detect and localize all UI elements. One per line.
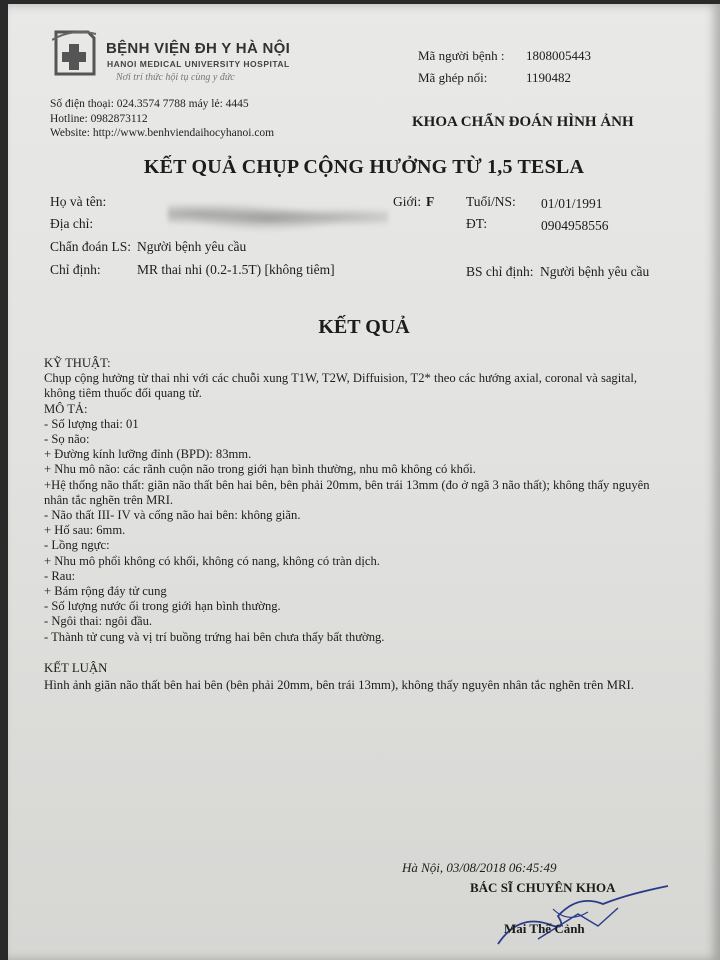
patient-id-value: 1808005443 [526,48,591,63]
findings-line: + Hố sau: 6mm. [44,523,126,538]
findings-line: không tiêm thuốc đối quang từ. [44,386,202,401]
findings-line: - Số lượng nước ối trong giới hạn bình thường. [44,599,281,614]
findings-line: - Số lượng thai: 01 [44,416,139,431]
findings-line: - Não thất III- IV và cống não hai bên: không giãn. [44,508,301,523]
name-label: Họ và tên: [50,194,107,209]
conclusion-section [44,660,704,694]
dob-value: 01/01/1991 [541,196,603,211]
department-name: KHOA CHẨN ĐOÁN HÌNH ẢNH [412,114,634,130]
findings-line: + Bám rộng đáy tử cung [44,584,167,599]
report-title: KẾT QUẢ CHỤP CỘNG HƯỞNG TỪ 1,5 TESLA [143,156,585,178]
phone-label: ĐT: [466,216,488,231]
doctor-order-label: BS chỉ định: [466,264,534,279]
findings-line: - Lồng ngực: [44,538,110,553]
conclusion-heading: KẾT LUẬN [44,661,108,675]
doctor-title: BÁC SĨ CHUYÊN KHOA [470,880,616,895]
pairing-id-value: 1190482 [526,70,572,85]
hospital-website: Website: http://www.benhviendaihocyhanoi.com [50,127,275,139]
gender-label: Giới: [393,194,422,209]
address-label: Địa chỉ: [50,216,94,231]
findings-line: MÔ TẢ: [44,401,88,416]
findings-line: + Nhu mô não: các rãnh cuộn não trong giới hạn bình thường, nhu mô không có khối. [44,462,476,477]
age-label: Tuổi/NS: [466,194,516,209]
findings-line: nhân tắc nghẽn trên MRI. [44,492,174,507]
signature-date: Hà Nội, 03/08/2018 06:45:49 [402,860,557,875]
redacted-patient-info [168,202,388,232]
diagnosis-value: Người bệnh yêu cầu [137,239,247,254]
hospital-name-en: HANOI MEDICAL UNIVERSITY HOSPITAL [107,59,290,69]
gender-value: F [426,194,435,209]
phone-value: 0904958556 [541,218,609,233]
handwritten-signature-icon [428,864,688,960]
findings-line: - Ngôi thai: ngôi đầu. [44,614,153,629]
hospital-hotline: Hotline: 0982873112 [50,113,148,125]
findings-line: Chụp cộng hưởng từ thai nhi với các chuỗi xung T1W, T2W, Diffuision, T2* theo các hướng axial, coronal và sagital, [44,371,637,386]
findings-line: +Hệ thống não thất: giãn não thất bên hai bên, bên phải 20mm, bên trái 13mm (đo ở ngã 3 não thất); không thấy nguyên [44,477,650,492]
doctor-order-value: Người bệnh yêu cầu [540,264,650,279]
patient-id-label: Mã người bệnh : [418,48,505,63]
findings-line: + Nhu mô phổi không có khối, không có nang, không có tràn dịch. [44,553,380,568]
hospital-motto: Nơi trí thức hội tụ cùng y đức [116,72,235,83]
conclusion-text: Hình ảnh giãn não thất bên hai bên (bên phải 20mm, bên trái 13mm), không thấy nguyên nhân tắc nghẽn trên MRI. [44,678,634,692]
order-label: Chỉ định: [50,262,101,277]
findings-line: - Sọ não: [44,432,90,447]
hospital-logo-icon [52,28,98,78]
doctor-name: Mai Thế Cảnh [504,921,585,936]
report-page [8,4,720,960]
order-value: MR thai nhi (0.2-1.5T) [không tiêm] [137,262,335,277]
diagnosis-label: Chẩn đoán LS: [50,239,131,254]
findings-line: KỸ THUẬT: [44,356,111,370]
result-heading: KẾT QUẢ [318,316,410,338]
hospital-name-vn: BỆNH VIỆN ĐH Y HÀ NỘI [106,40,291,57]
findings-line: - Thành tử cung và vị trí buồng trứng hai bên chưa thấy bất thường. [44,629,385,644]
hospital-phone: Số điện thoại: 024.3574 7788 máy lẻ: 4445 [50,98,249,110]
findings-body [44,356,704,645]
findings-line: - Rau: [44,568,76,583]
findings-line: + Đường kính lưỡng đỉnh (BPD): 83mm. [44,447,252,462]
pairing-id-label: Mã ghép nối: [418,70,488,85]
